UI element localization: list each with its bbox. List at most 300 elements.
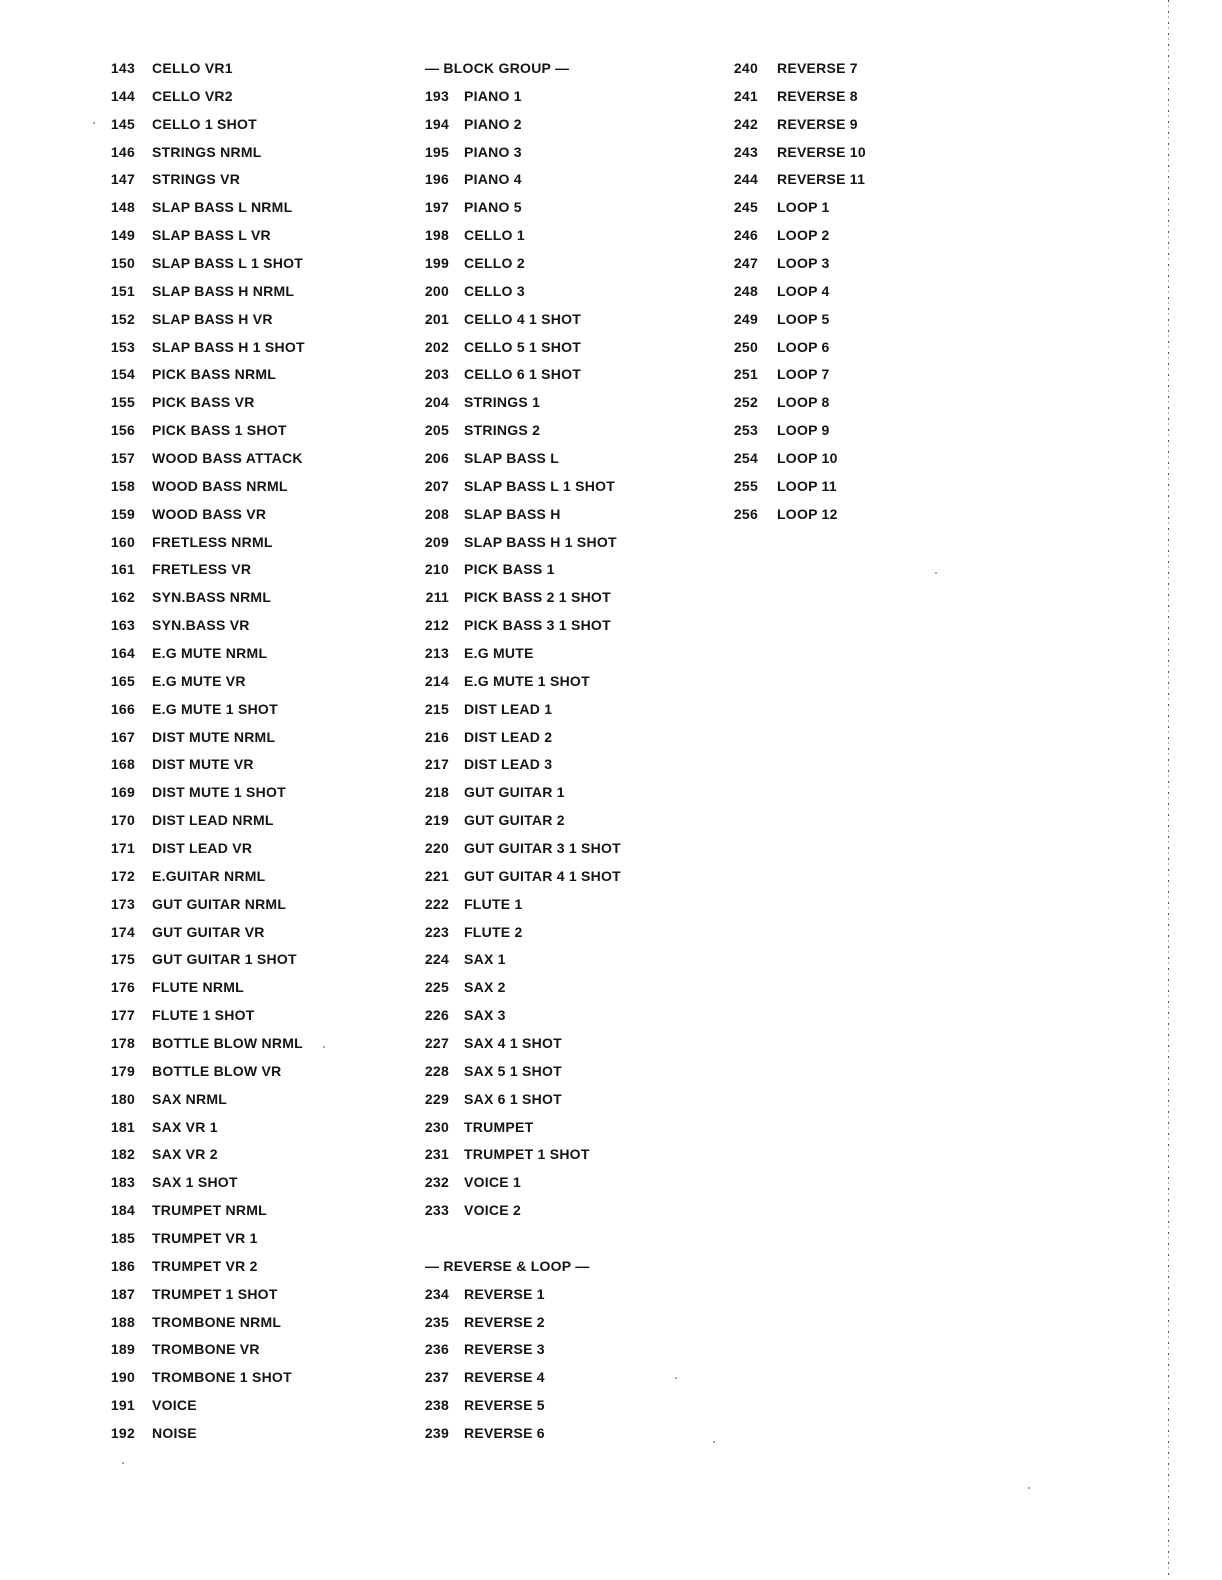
wave-list-row (419, 277, 621, 305)
wave-list-row (105, 723, 305, 751)
scan-speck (935, 572, 937, 574)
wave-number: 211 (425, 589, 449, 606)
wave-list-row (419, 249, 621, 277)
wave-number: 213 (424, 644, 449, 661)
wave-list-row (105, 778, 305, 806)
wave-list-row (105, 54, 305, 82)
wave-number: 228 (424, 1062, 449, 1079)
wave-number: 188 (110, 1313, 135, 1330)
scan-speck (93, 122, 95, 124)
wave-number: 161 (110, 561, 135, 578)
wave-list-row (105, 750, 305, 778)
wave-list-row (419, 723, 621, 751)
wave-list-row (105, 249, 305, 277)
wave-list-row (105, 1391, 305, 1419)
wave-list-row (419, 1391, 621, 1419)
wave-list-row (105, 1057, 305, 1085)
wave-name: CELLO 3 (464, 282, 525, 299)
wave-number: 206 (424, 449, 449, 466)
wave-list-row (419, 500, 621, 528)
wave-list-row (419, 834, 621, 862)
wave-number: 247 (733, 254, 758, 271)
wave-list-row (105, 918, 305, 946)
wave-list-row (419, 890, 621, 918)
wave-number: 232 (424, 1174, 449, 1191)
wave-name: SYN.BASS VR (152, 617, 250, 634)
wave-name: DIST MUTE VR (152, 756, 254, 773)
wave-name: TROMBONE NRML (152, 1313, 282, 1330)
wave-name: REVERSE 11 (777, 171, 866, 188)
wave-number: 159 (110, 505, 135, 522)
wave-list-row (419, 918, 621, 946)
wave-number: 249 (733, 310, 758, 327)
wave-list-row (728, 500, 866, 528)
wave-number: 175 (110, 951, 135, 968)
wave-name: REVERSE 3 (464, 1341, 545, 1358)
wave-number: 243 (733, 143, 758, 160)
wave-list-row (105, 388, 305, 416)
wave-list-row (419, 1336, 621, 1364)
wave-number: 215 (424, 700, 449, 717)
wave-list-row (105, 1085, 305, 1113)
wave-list-row (105, 500, 305, 528)
scan-speck (1028, 1487, 1030, 1489)
wave-list-row (419, 472, 621, 500)
wave-number: 168 (110, 756, 135, 773)
wave-name: TROMBONE VR (152, 1341, 260, 1358)
wave-number: 248 (733, 282, 758, 299)
wave-number: 254 (733, 449, 758, 466)
wave-number: 197 (424, 199, 449, 216)
wave-list-row (105, 1280, 305, 1308)
wave-number: 198 (424, 227, 449, 244)
wave-name: LOOP 7 (777, 366, 830, 383)
wave-number: 151 (110, 282, 135, 299)
wave-name: SLAP BASS L 1 SHOT (152, 254, 304, 271)
wave-number: 145 (110, 115, 135, 132)
wave-number: 179 (110, 1062, 135, 1079)
wave-name: CELLO 5 1 SHOT (464, 338, 582, 355)
wave-number: 153 (110, 338, 135, 355)
wave-number: 189 (110, 1341, 135, 1358)
wave-number: 173 (110, 895, 135, 912)
wave-number: 234 (424, 1285, 449, 1302)
wave-name: FRETLESS VR (152, 561, 252, 578)
wave-list-row (105, 862, 305, 890)
wave-list-row (728, 221, 866, 249)
wave-name: VOICE 2 (464, 1202, 521, 1219)
wave-number: 222 (424, 895, 449, 912)
group-header (419, 1252, 621, 1280)
wave-number: 203 (424, 366, 449, 383)
wave-number: 164 (110, 644, 135, 661)
wave-name: STRINGS NRML (152, 143, 262, 160)
wave-number: 172 (110, 867, 135, 884)
wave-number: 245 (733, 199, 758, 216)
wave-number: 227 (424, 1035, 449, 1051)
wave-list-row (728, 193, 866, 221)
wave-name: LOOP 11 (777, 477, 837, 494)
wave-list-column-1 (105, 54, 305, 1447)
wave-list-row (105, 1113, 305, 1141)
wave-list-row (419, 946, 621, 974)
wave-number: 143 (110, 59, 135, 76)
wave-name: DIST LEAD 2 (464, 728, 553, 745)
wave-list-row (105, 946, 305, 974)
wave-list-row (728, 360, 866, 388)
wave-name: SAX 3 (464, 1007, 506, 1024)
wave-number: 207 (424, 477, 449, 494)
wave-list-row (105, 611, 305, 639)
wave-list-row (105, 695, 305, 723)
wave-name: PICK BASS VR (152, 394, 255, 411)
wave-name: WOOD BASS NRML (152, 477, 288, 494)
wave-list-row (419, 360, 621, 388)
wave-number: 221 (424, 867, 449, 884)
wave-name: E.G MUTE 1 SHOT (152, 700, 278, 717)
wave-list-row (728, 388, 866, 416)
wave-list-row (419, 193, 621, 221)
wave-list-row (105, 1141, 305, 1169)
wave-list-row (105, 305, 305, 333)
wave-name: NOISE (152, 1425, 197, 1442)
wave-name: LOOP 1 (777, 199, 830, 216)
wave-name: GUT GUITAR 1 SHOT (152, 951, 297, 968)
wave-list-row (105, 1252, 305, 1280)
wave-number: 177 (110, 1007, 135, 1024)
wave-name: FLUTE NRML (152, 979, 244, 996)
wave-list-row (419, 1141, 621, 1169)
wave-name: BOTTLE BLOW VR (152, 1062, 282, 1079)
wave-name: SAX VR 1 (152, 1118, 218, 1135)
wave-list-row (105, 639, 305, 667)
wave-number: 236 (424, 1341, 449, 1358)
wave-number: 208 (424, 505, 449, 522)
wave-number: 242 (733, 115, 758, 132)
wave-number: 186 (110, 1257, 135, 1274)
wave-number: 155 (110, 394, 135, 411)
wave-number: 165 (110, 672, 135, 689)
wave-name: SLAP BASS L 1 SHOT (464, 477, 616, 494)
wave-list-row (728, 277, 866, 305)
wave-list-row (419, 1085, 621, 1113)
wave-name: PIANO 2 (464, 115, 522, 132)
wave-name: TRUMPET VR 2 (152, 1257, 258, 1274)
wave-name: CELLO VR2 (152, 87, 233, 104)
wave-name: FLUTE 1 (464, 895, 523, 912)
wave-name: GUT GUITAR VR (152, 923, 265, 940)
wave-list-row (105, 528, 305, 556)
wave-number: 220 (424, 839, 449, 856)
wave-name: REVERSE 1 (464, 1285, 545, 1302)
wave-number: 148 (110, 199, 135, 216)
wave-list-row (728, 82, 866, 110)
wave-number: 144 (110, 87, 135, 104)
wave-name: CELLO 4 1 SHOT (464, 310, 582, 327)
wave-number: 194 (424, 115, 449, 132)
wave-name: TROMBONE 1 SHOT (152, 1369, 292, 1386)
wave-name: DIST LEAD 1 (464, 700, 553, 717)
wave-number: 204 (424, 394, 449, 411)
wave-list-row (419, 138, 621, 166)
wave-name: PICK BASS NRML (152, 366, 277, 383)
wave-number: 193 (424, 87, 449, 104)
wave-list-row (105, 1363, 305, 1391)
wave-number: 226 (424, 1007, 449, 1024)
wave-name: PIANO 5 (464, 199, 522, 216)
wave-name: SLAP BASS L NRML (152, 199, 293, 216)
wave-name: LOOP 3 (777, 254, 830, 271)
wave-name: SLAP BASS H NRML (152, 282, 295, 299)
wave-name: FLUTE 1 SHOT (152, 1007, 255, 1024)
wave-list-row (105, 110, 305, 138)
wave-number: 251 (733, 366, 758, 383)
wave-list-row (419, 1029, 621, 1057)
scan-speck (122, 1462, 124, 1464)
wave-list-row (419, 110, 621, 138)
wave-number: 200 (424, 282, 449, 299)
wave-name: PIANO 1 (464, 87, 522, 104)
wave-number: 223 (424, 923, 449, 940)
wave-list-row (419, 750, 621, 778)
wave-list-row (728, 416, 866, 444)
wave-list-row (419, 667, 621, 695)
wave-name: LOOP 12 (777, 505, 838, 522)
wave-number: 205 (424, 422, 449, 439)
wave-name: E.G MUTE 1 SHOT (464, 672, 590, 689)
wave-name: E.G MUTE (464, 644, 534, 661)
wave-number: 256 (733, 505, 758, 522)
wave-list-row (105, 221, 305, 249)
wave-name: PICK BASS 2 1 SHOT (464, 589, 611, 606)
wave-number: 190 (110, 1369, 135, 1386)
wave-number: 160 (110, 533, 135, 550)
wave-name: SAX 6 1 SHOT (464, 1090, 562, 1107)
wave-list-row (105, 1224, 305, 1252)
wave-list-row (419, 1168, 621, 1196)
wave-number: 146 (110, 143, 135, 160)
wave-list-row (419, 528, 621, 556)
wave-name: SAX NRML (152, 1090, 228, 1107)
wave-name: — BLOCK GROUP — (425, 59, 570, 76)
scan-speck (675, 1377, 677, 1379)
wave-name: REVERSE 7 (777, 59, 858, 76)
scan-speck (323, 1046, 325, 1048)
wave-number: 244 (733, 171, 758, 188)
wave-number: 209 (424, 533, 449, 550)
wave-name: LOOP 5 (777, 310, 830, 327)
wave-list-row (728, 138, 866, 166)
wave-number: 246 (733, 227, 758, 244)
wave-number: 202 (424, 338, 449, 355)
wave-name: REVERSE 5 (464, 1397, 545, 1414)
wave-list-row (105, 667, 305, 695)
wave-list-column-3 (728, 54, 866, 528)
wave-name: SYN.BASS NRML (152, 589, 272, 606)
wave-list-row (105, 555, 305, 583)
wave-list-row (728, 110, 866, 138)
wave-number: 231 (424, 1146, 449, 1163)
wave-list-row (105, 1419, 305, 1447)
wave-name: CELLO 2 (464, 254, 525, 271)
wave-number: 195 (424, 143, 449, 160)
wave-name: CELLO 1 (464, 227, 525, 244)
wave-number: 250 (733, 338, 758, 355)
wave-name: PICK BASS 3 1 SHOT (464, 617, 611, 634)
wave-list-row (419, 806, 621, 834)
wave-number: 158 (110, 477, 135, 494)
wave-number: 174 (110, 923, 135, 940)
wave-number: 210 (424, 561, 449, 578)
wave-name: DIST LEAD 3 (464, 756, 553, 773)
wave-number: 233 (424, 1202, 449, 1219)
wave-number: 217 (424, 756, 449, 773)
wave-name: SAX 1 (464, 951, 506, 968)
wave-name: BOTTLE BLOW NRML (152, 1035, 303, 1051)
wave-number: 171 (110, 839, 135, 856)
wave-number: 170 (110, 812, 135, 829)
wave-list-row (419, 555, 621, 583)
wave-name: PICK BASS 1 SHOT (152, 422, 287, 439)
wave-name: STRINGS VR (152, 171, 241, 188)
wave-name: TRUMPET VR 1 (152, 1230, 258, 1247)
wave-list-row (728, 305, 866, 333)
wave-list-row (419, 695, 621, 723)
wave-number: 183 (110, 1174, 135, 1191)
wave-number: 176 (110, 979, 135, 996)
wave-list-row (419, 388, 621, 416)
wave-list-row (419, 611, 621, 639)
wave-list-row (419, 862, 621, 890)
wave-list-row (105, 1336, 305, 1364)
wave-name: SLAP BASS H 1 SHOT (152, 338, 305, 355)
wave-name: FLUTE 2 (464, 923, 523, 940)
wave-list-row (105, 583, 305, 611)
wave-list-row (105, 1168, 305, 1196)
wave-list-row (419, 1001, 621, 1029)
wave-list-row (728, 472, 866, 500)
wave-number: 169 (110, 784, 135, 801)
wave-number: 152 (110, 310, 135, 327)
wave-number: 214 (424, 672, 449, 689)
wave-list-row (105, 193, 305, 221)
wave-number: 156 (110, 422, 135, 439)
wave-name: VOICE 1 (464, 1174, 521, 1191)
wave-name: PICK BASS 1 (464, 561, 555, 578)
wave-number: 178 (110, 1035, 135, 1051)
wave-name: LOOP 4 (777, 282, 830, 299)
wave-list-row (728, 249, 866, 277)
wave-number: 166 (110, 700, 135, 717)
wave-name: E.G MUTE VR (152, 672, 246, 689)
wave-list-row (105, 834, 305, 862)
wave-number: 162 (110, 589, 135, 606)
wave-number: 238 (424, 1397, 449, 1414)
wave-number: 239 (424, 1425, 449, 1442)
wave-list-row (105, 360, 305, 388)
wave-name: CELLO 1 SHOT (152, 115, 257, 132)
wave-number: 219 (424, 812, 449, 829)
wave-name: REVERSE 6 (464, 1425, 545, 1442)
wave-name: REVERSE 2 (464, 1313, 545, 1330)
wave-name: TRUMPET 1 SHOT (152, 1285, 278, 1302)
wave-number: 149 (110, 227, 135, 244)
wave-number: 187 (110, 1285, 135, 1302)
wave-list-row (105, 472, 305, 500)
wave-name: LOOP 9 (777, 422, 830, 439)
wave-list-row (105, 1029, 305, 1057)
wave-number: 199 (424, 254, 449, 271)
wave-name: REVERSE 10 (777, 143, 866, 160)
wave-name: STRINGS 2 (464, 422, 541, 439)
wave-number: 255 (733, 477, 758, 494)
wave-list-row (728, 165, 866, 193)
scanner-edge-artifact (1168, 0, 1169, 1576)
wave-list-row (105, 890, 305, 918)
wave-name: GUT GUITAR NRML (152, 895, 287, 912)
wave-list-row (419, 82, 621, 110)
wave-list-row (419, 1308, 621, 1336)
wave-list-row (419, 333, 621, 361)
wave-list-row (105, 82, 305, 110)
wave-list-row (105, 973, 305, 1001)
wave-name: TRUMPET 1 SHOT (464, 1146, 590, 1163)
wave-list-column-2 (419, 54, 621, 1447)
wave-name: LOOP 8 (777, 394, 830, 411)
wave-list-row (105, 277, 305, 305)
wave-name: SAX 4 1 SHOT (464, 1035, 562, 1051)
wave-number: 230 (424, 1118, 449, 1135)
wave-number: 163 (110, 617, 135, 634)
wave-list-row (105, 1196, 305, 1224)
wave-list-row (105, 333, 305, 361)
wave-name: REVERSE 9 (777, 115, 858, 132)
wave-name: DIST MUTE NRML (152, 728, 276, 745)
wave-number: 212 (424, 617, 449, 634)
wave-name: SAX VR 2 (152, 1146, 218, 1163)
wave-name: REVERSE 4 (464, 1369, 545, 1386)
wave-list-row (419, 1113, 621, 1141)
wave-name: DIST LEAD NRML (152, 812, 274, 829)
wave-list-row (105, 416, 305, 444)
wave-number: 252 (733, 394, 758, 411)
wave-name: DIST LEAD VR (152, 839, 253, 856)
wave-name: LOOP 6 (777, 338, 830, 355)
wave-list-row (419, 444, 621, 472)
wave-name: GUT GUITAR 2 (464, 812, 565, 829)
wave-list-row (105, 138, 305, 166)
wave-list-row (419, 1419, 621, 1447)
wave-number: 196 (424, 171, 449, 188)
wave-list-row (419, 221, 621, 249)
wave-name: SLAP BASS L VR (152, 227, 271, 244)
wave-number: 184 (110, 1202, 135, 1219)
wave-name: SLAP BASS L (464, 449, 560, 466)
wave-number: 225 (424, 979, 449, 996)
wave-list-row (419, 1280, 621, 1308)
wave-number: 241 (733, 87, 758, 104)
wave-name: LOOP 10 (777, 449, 838, 466)
wave-name: CELLO 6 1 SHOT (464, 366, 582, 383)
wave-list-row (419, 583, 621, 611)
wave-name: GUT GUITAR 4 1 SHOT (464, 867, 621, 884)
wave-number: 191 (110, 1397, 135, 1414)
wave-name: SLAP BASS H VR (152, 310, 273, 327)
scan-speck (713, 1441, 715, 1443)
wave-name: VOICE (152, 1397, 197, 1414)
wave-name: SAX 2 (464, 979, 506, 996)
wave-name: TRUMPET NRML (152, 1202, 267, 1219)
